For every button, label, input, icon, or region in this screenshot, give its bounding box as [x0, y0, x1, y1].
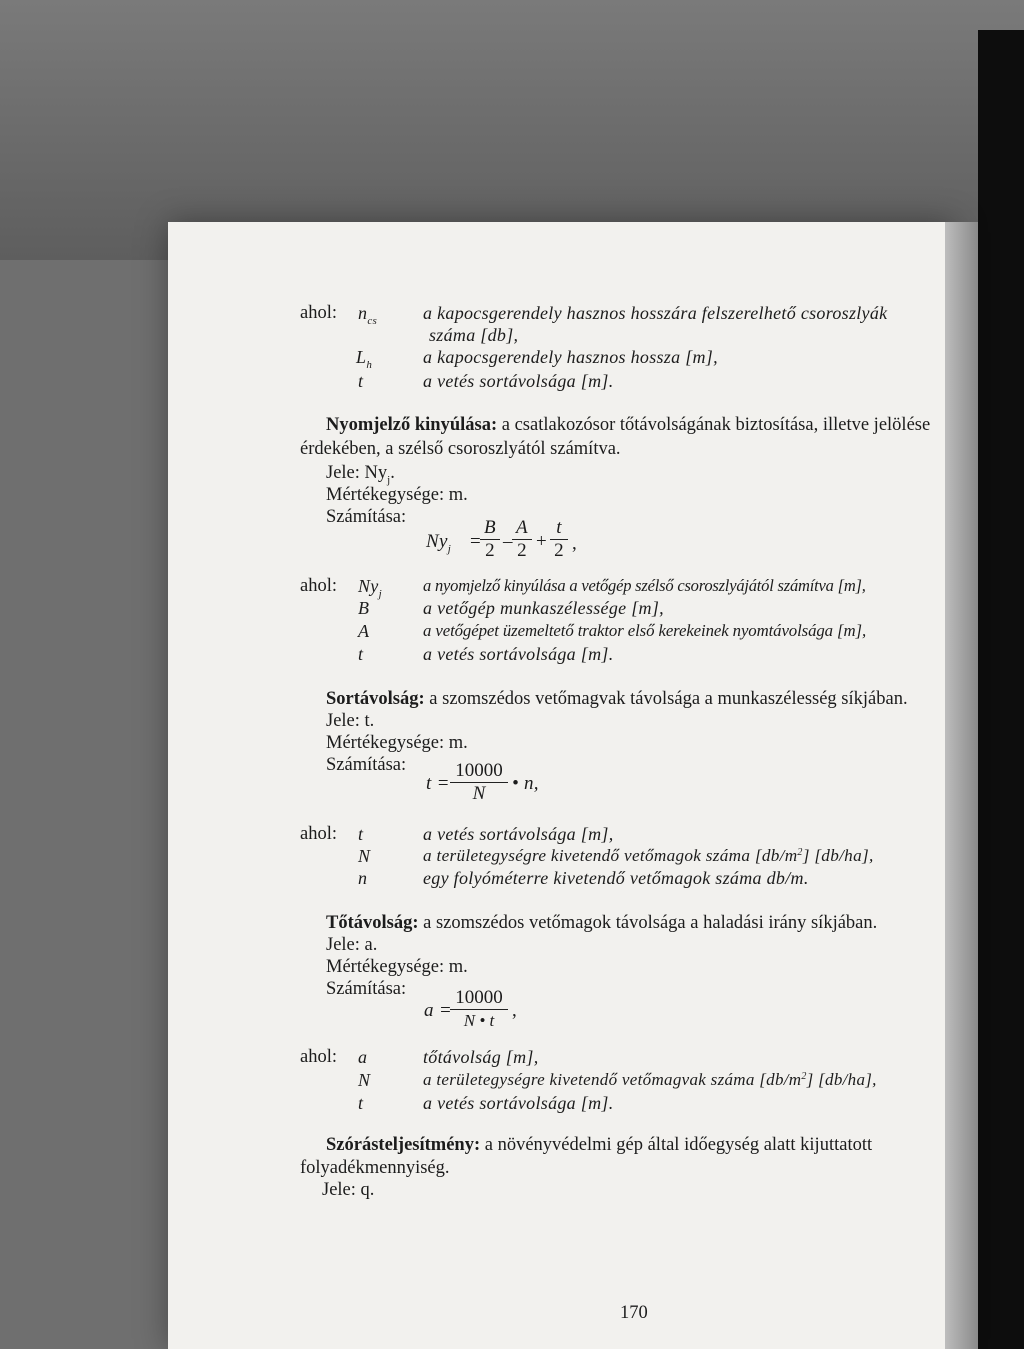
section-heading: Sortávolság: a szomszédos vetőmagvak távolsága a munkaszélesség síkjában.	[326, 689, 908, 709]
description: a nyomjelző kinyúlása a vetőgép szélső csoroszlyájától számítva [m],	[423, 576, 866, 595]
symbol: $L_h$	[356, 347, 373, 371]
section-heading: Tőtávolság: a szomszédos vetőmagok távolsága a haladási irány síkjában.	[326, 913, 878, 933]
page-edge	[945, 222, 978, 1349]
description: a területegységre kivetendő vetőmagvak száma $[db/m^2]$ [db/ha],	[423, 1070, 877, 1089]
description: a vetés sortávolsága [m].	[423, 371, 614, 391]
jele-line: Jele: a.	[326, 935, 378, 955]
dark-edge	[978, 30, 1024, 1349]
jele-line: Jele: t.	[326, 711, 375, 731]
description: a kapocsgerendely hasznos hosszára felszerelhető csoroszlyák	[423, 303, 888, 323]
ahol-label: ahol:	[300, 1047, 337, 1067]
jele-line: Jele: $Ny_j$.	[326, 463, 395, 486]
section-heading: Szórásteljesítmény: a növényvédelmi gép által időegység alatt kijuttatott	[326, 1135, 873, 1155]
description: egy folyóméterre kivetendő vetőmagok száma db/m.	[423, 868, 809, 888]
mertek-line: Mértékegysége: m.	[326, 485, 468, 505]
description: a vetőgépet üzemeltető traktor első kerekeinek nyomtávolsága [m],	[423, 621, 867, 640]
ahol-label: ahol:	[300, 303, 337, 323]
page-number: 170	[620, 1303, 648, 1323]
paragraph-line: érdekében, a szélső csoroszlyától számítva.	[300, 439, 621, 459]
ahol-label: ahol:	[300, 576, 337, 596]
szamitasa-line: Számítása:	[326, 507, 407, 527]
symbol: $n_{cs}$	[358, 303, 378, 327]
description: tőtávolság [m],	[423, 1047, 539, 1067]
symbol: $Ny_j$	[358, 576, 382, 600]
description: a területegységre kivetendő vetőmagok száma $[db/m^2]$ [db/ha],	[423, 846, 874, 865]
symbol: t	[358, 371, 364, 391]
symbol: t	[358, 824, 364, 844]
symbol: t	[358, 644, 364, 664]
description: a kapocsgerendely hasznos hossza [m],	[423, 347, 718, 367]
paragraph-line: folyadékmennyiség.	[300, 1158, 450, 1178]
description: a vetés sortávolsága [m].	[423, 1093, 614, 1113]
szamitasa-line: Számítása:	[326, 755, 407, 775]
symbol: t	[358, 1093, 364, 1113]
symbol: N	[358, 846, 371, 866]
symbol: N	[358, 1070, 371, 1090]
mertek-line: Mértékegysége: m.	[326, 957, 468, 977]
background-top	[0, 0, 1024, 260]
description: a vetés sortávolsága [m],	[423, 824, 614, 844]
description: a vetés sortávolsága [m].	[423, 644, 614, 664]
description: a vetőgép munkaszélessége [m],	[423, 598, 664, 618]
symbol: B	[358, 598, 370, 618]
szamitasa-line: Számítása:	[326, 979, 407, 999]
description: száma [db],	[429, 325, 519, 345]
symbol: a	[358, 1047, 368, 1067]
ahol-label: ahol:	[300, 824, 337, 844]
section-heading: Nyomjelző kinyúlása: a csatlakozósor tőtávolságának biztosítása, illetve jelölése	[326, 415, 931, 435]
symbol: A	[358, 621, 370, 641]
symbol: n	[358, 868, 368, 888]
mertek-line: Mértékegysége: m.	[326, 733, 468, 753]
jele-line: Jele: q.	[322, 1180, 375, 1200]
